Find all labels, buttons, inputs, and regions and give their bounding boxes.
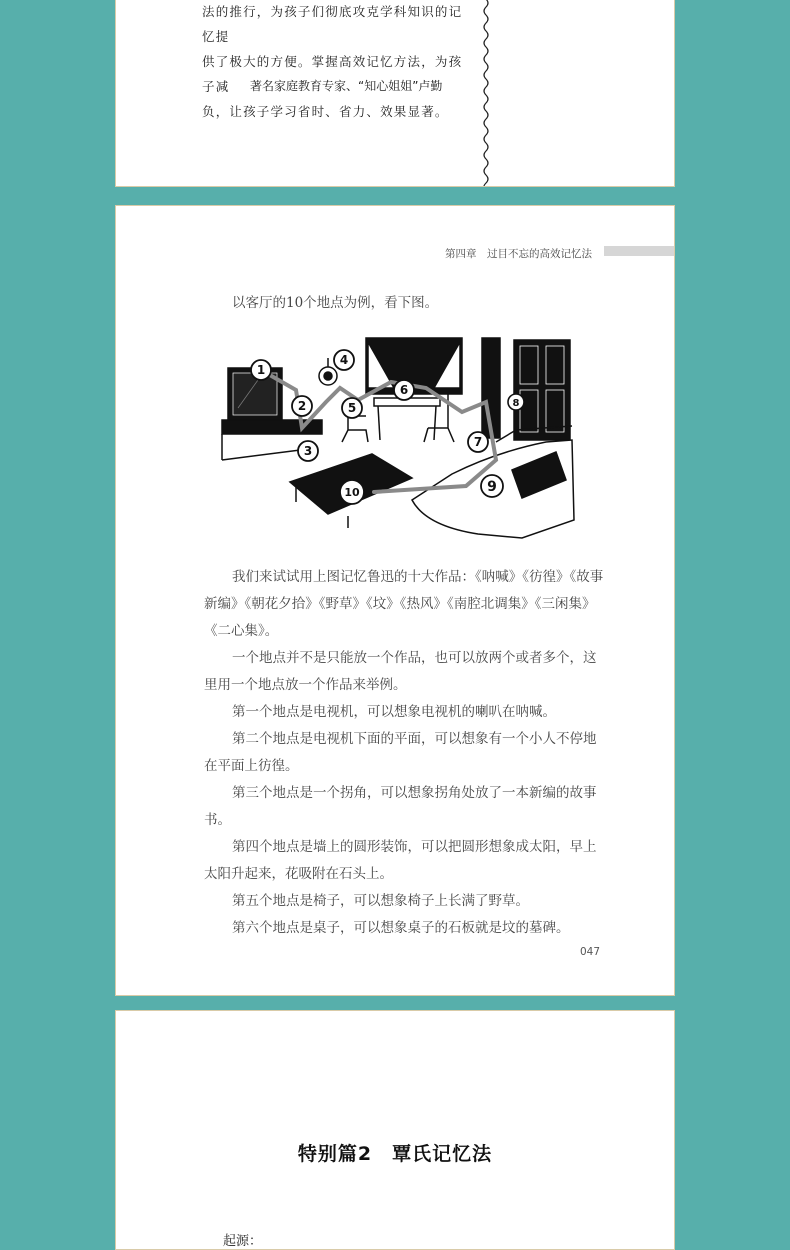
book-page-top [115, 0, 675, 187]
marker-label: 7 [473, 435, 483, 449]
book-page-047 [115, 205, 675, 996]
marker-label: 2 [297, 399, 307, 413]
foreword-text [202, 0, 464, 124]
marker-label: 4 [339, 353, 349, 367]
chapter-header: 第四章 过目不忘的高效记忆法 [445, 248, 592, 260]
paragraph: 第六个地点是桌子，可以想象桌子的石板就是坟的墓碑。 [232, 920, 570, 936]
marker-label: 1 [256, 363, 266, 377]
foreword-line: 法的推行，为孩子们彻底攻克学科知识的记忆提 [202, 4, 463, 44]
paragraph: 我们来试试用上图记忆鲁迅的十大作品：《呐喊》《彷徨》《故事新编》《朝花夕拾》《野草》《坟》《热风》《南腔北调集》《三闲集》《二心集》。 [204, 569, 604, 639]
paragraph: 第四个地点是墙上的圆形装饰，可以把圆形想象成太阳，早上太阳升起来，花吸附在石头上。 [204, 839, 597, 882]
foreword-line: 负，让孩子学习省时、省力、效果显著。 [202, 104, 449, 119]
paragraph: 一个地点并不是只能放一个作品，也可以放两个或者多个，这里用一个地点放一个作品来举例。 [204, 650, 597, 693]
intro-line: 以客厅的10个地点为例，看下图。 [232, 295, 439, 311]
wavy-divider [476, 0, 496, 187]
header-bar [604, 246, 675, 256]
paragraph: 第一个地点是电视机，可以想象电视机的喇叭在呐喊。 [232, 704, 556, 720]
marker-label: 10 [344, 486, 360, 499]
page-number: 047 [579, 946, 600, 958]
paragraph: 第五个地点是椅子，可以想象椅子上长满了野草。 [232, 893, 529, 909]
marker-label: 8 [512, 398, 520, 409]
paragraph: 第二个地点是电视机下面的平面，可以想象有一个小人不停地在平面上彷徨。 [204, 731, 597, 774]
book-page-bottom [115, 1010, 675, 1250]
living-room-illustration [216, 330, 578, 554]
section-title: 特别篇2 覃氏记忆法 [297, 1143, 493, 1165]
marker-label: 6 [399, 383, 409, 397]
foreword-signature: 著名家庭教育专家、“知心姐姐”卢勤 [250, 79, 443, 93]
marker-label: 5 [347, 401, 357, 415]
origin-label: 起源： [223, 1234, 263, 1249]
body-paragraphs [204, 564, 604, 942]
paragraph: 第三个地点是一个拐角，可以想象拐角处放了一本新编的故事书。 [204, 785, 597, 828]
marker-label: 9 [487, 479, 497, 495]
foreword-line: 供了极大的方便。掌握高效记忆方法，为孩子减 [202, 54, 463, 94]
marker-label: 3 [303, 444, 313, 458]
intro-text [204, 290, 604, 317]
